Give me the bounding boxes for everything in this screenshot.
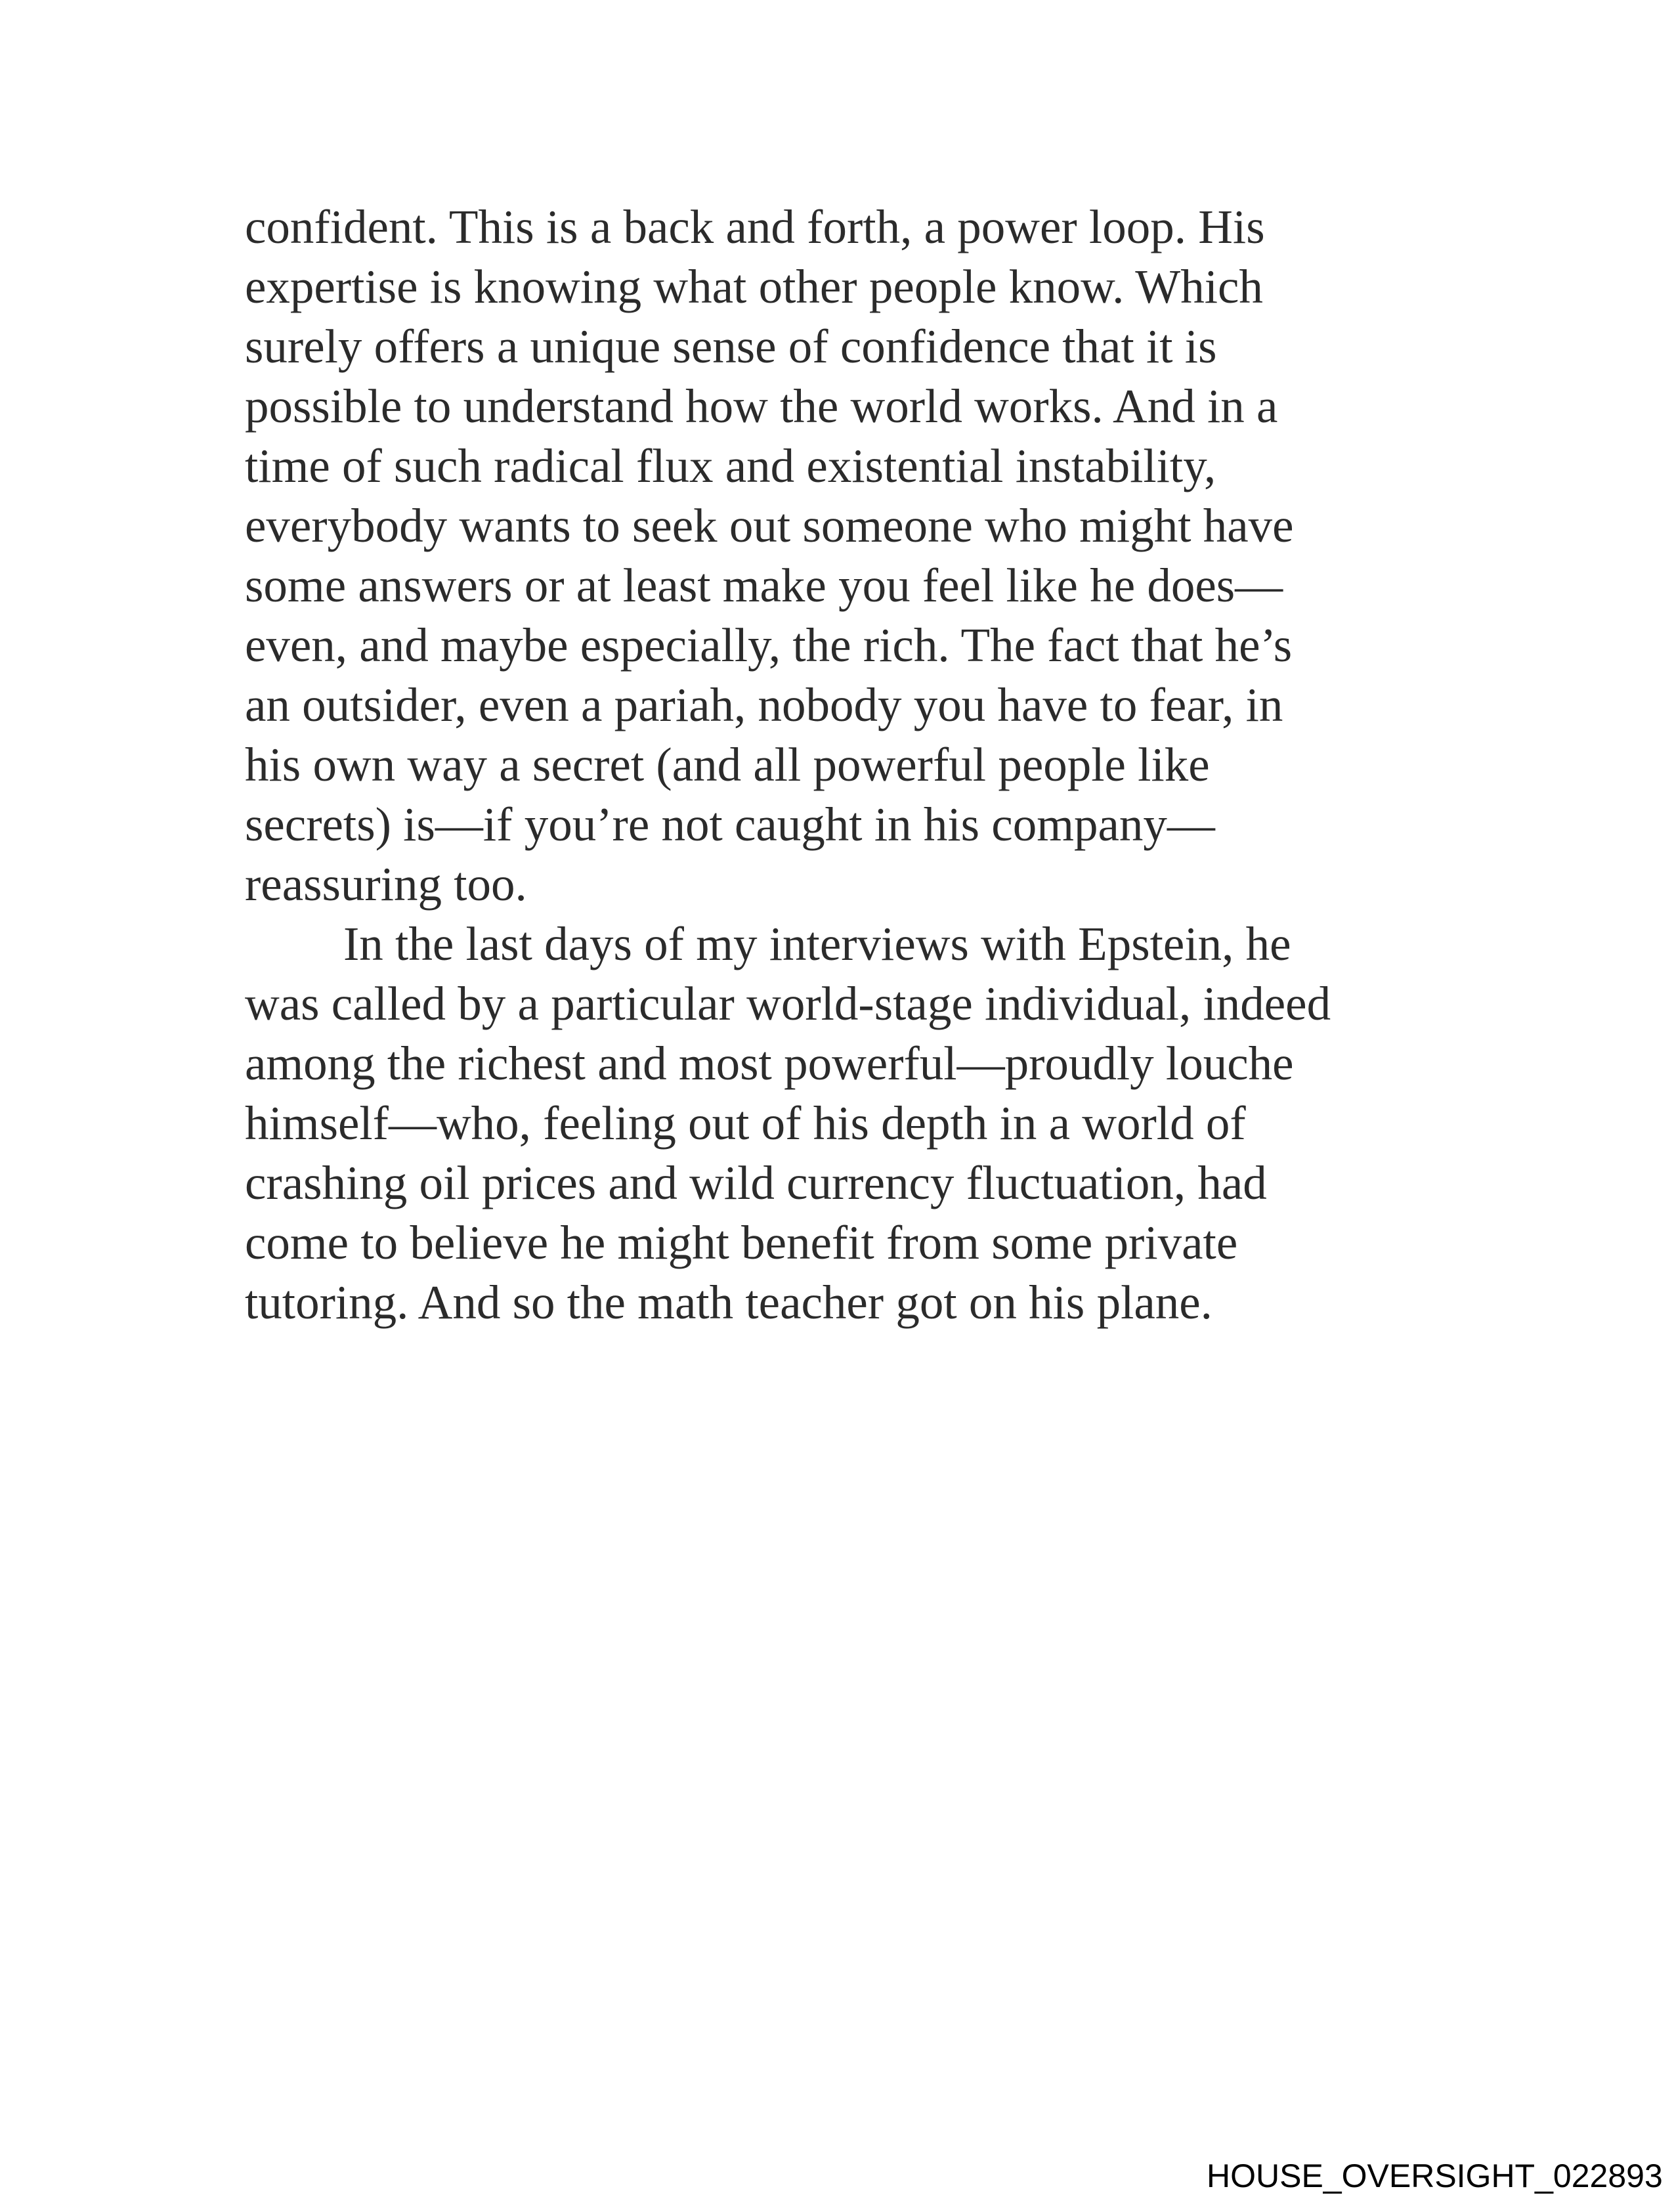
text-line: secrets) is—if you’re not caught in his company— (245, 798, 1215, 851)
text-line: In the last days of my interviews with Epstein, he (343, 917, 1291, 970)
text-line: even, and maybe especially, the rich. The fact that he’s (245, 618, 1293, 672)
text-line: reassuring too. (245, 857, 527, 911)
text-line: come to believe he might benefit from some private (245, 1216, 1238, 1269)
text-line: an outsider, even a pariah, nobody you have to fear, in (245, 678, 1283, 731)
paragraph-1 (245, 197, 1492, 914)
text-line: himself—who, feeling out of his depth in a world of (245, 1096, 1246, 1150)
text-line: tutoring. And so the math teacher got on his plane. (245, 1276, 1213, 1329)
paragraph-2 (245, 914, 1492, 1332)
text-line: confident. This is a back and forth, a power loop. His (245, 200, 1265, 253)
text-line: everybody wants to seek out someone who might have (245, 499, 1294, 552)
body-text (245, 197, 1492, 1332)
document-id-stamp: HOUSE_OVERSIGHT_022893 (1207, 2158, 1663, 2194)
text-line: his own way a secret (and all powerful people like (245, 738, 1210, 791)
text-line: some answers or at least make you feel like he does— (245, 559, 1283, 612)
text-line: time of such radical flux and existential instability, (245, 439, 1216, 492)
text-line: was called by a particular world-stage individual, indeed (245, 977, 1331, 1030)
text-line: crashing oil prices and wild currency fluctuation, had (245, 1156, 1267, 1209)
text-line: among the richest and most powerful—proudly louche (245, 1037, 1294, 1090)
text-line: surely offers a unique sense of confidence that it is (245, 320, 1217, 373)
text-line: possible to understand how the world works. And in a (245, 380, 1278, 433)
text-line: expertise is knowing what other people know. Which (245, 260, 1263, 313)
